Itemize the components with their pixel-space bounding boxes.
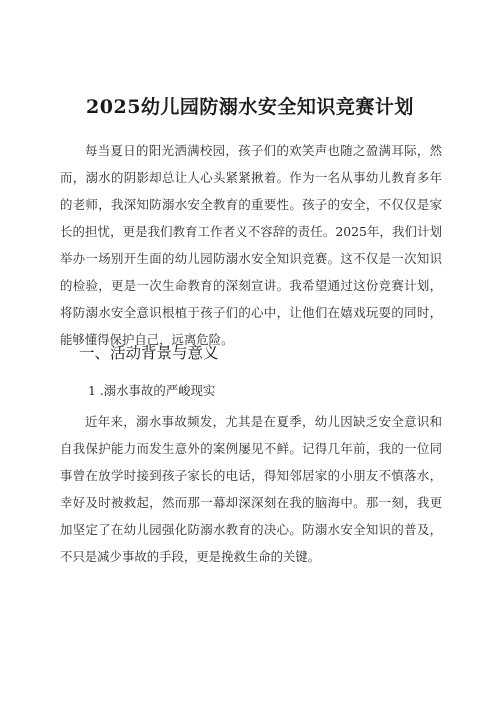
- subsection-paragraph: 近年来，溺水事故频发，尤其是在夏季，幼儿因缺乏安全意识和自我保护能力而发生意外的案例屡见不鲜。记得几年前，我的一位同事曾在放学时接到孩子家长的电话，得知邻居家的小朋友不慎落水，幸好及时被救起，然而那一幕却深深刻在我的脑海中。那一刻，我更加坚定了在幼儿园强化防溺水教育的决心。防溺水安全知识的普及，不只是减少事故的手段，更是挽救生命的关键。: [60, 414, 442, 564]
- section-heading-background: 一、活动背景与意义: [79, 344, 219, 362]
- subsection-heading-drowning-reality: 1 .溺水事故的严峻现实: [88, 383, 216, 398]
- document-title: 2025幼儿园防溺水安全知识竞赛计划: [86, 96, 414, 118]
- intro-paragraph: 每当夏日的阳光洒满校园，孩子们的欢笑声也随之盈满耳际，然而，溺水的阴影却总让人心头紧紧揪着。作为一名从事幼儿教育多年的老师，我深知防溺水安全教育的重要性。孩子的安全，不仅仅是家长的担忧，更是我们教育工作者义不容辞的责任。2025年，我们计划举办一场别开生面的幼儿园防溺水安全知识竞赛。这不仅是一次知识的检验，更是一次生命教育的深刻宣讲。我希望通过这份竞赛计划，将防溺水安全意识根植于孩子们的心中，让他们在嬉戏玩耍的同时，能够懂得保护自己，远离危险。: [60, 143, 442, 347]
